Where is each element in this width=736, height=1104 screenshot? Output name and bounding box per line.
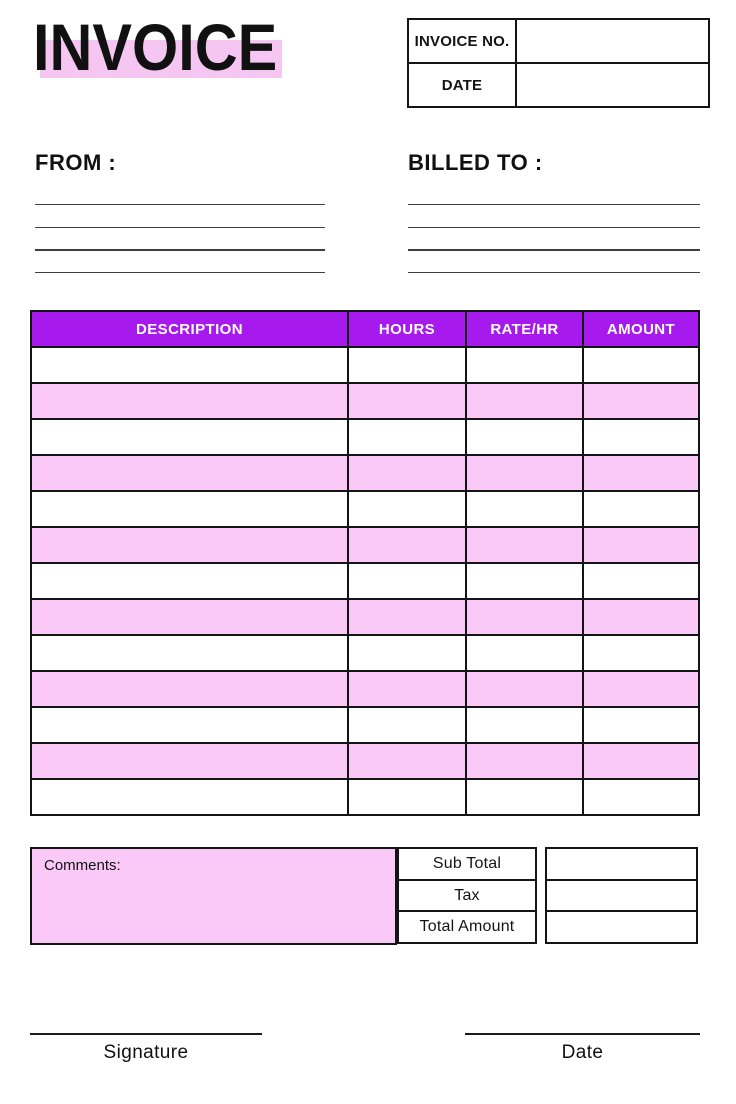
table-cell: [348, 563, 466, 599]
table-row: [31, 599, 699, 635]
table-cell: [466, 383, 583, 419]
tax-value: [545, 879, 698, 913]
address-line: [408, 272, 700, 273]
invoice-info-box: [407, 18, 710, 108]
table-cell: [583, 743, 699, 779]
table-cell: [583, 707, 699, 743]
table-cell: [466, 671, 583, 707]
table-cell: [583, 599, 699, 635]
table-cell: [348, 383, 466, 419]
signature-label: Signature: [103, 1042, 189, 1063]
table-cell: [466, 527, 583, 563]
sub-total-value: [545, 847, 698, 881]
table-cell: [466, 347, 583, 383]
table-cell: [31, 455, 348, 491]
line-items-header: [31, 311, 699, 347]
table-cell: [348, 707, 466, 743]
sub-total-label: Sub Total: [397, 847, 537, 881]
table-row: [31, 743, 699, 779]
table-row: [31, 779, 699, 815]
table-cell: [466, 563, 583, 599]
comments-box: [30, 847, 397, 945]
table-cell: [31, 743, 348, 779]
table-cell: [348, 347, 466, 383]
signature-line: [30, 1033, 262, 1035]
invoice-number-value: [516, 19, 709, 63]
table-row: [31, 563, 699, 599]
table-cell: [31, 383, 348, 419]
totals-label-column: [397, 847, 537, 944]
invoice-date-value: [516, 63, 709, 107]
table-row: [31, 635, 699, 671]
table-row: [31, 671, 699, 707]
table-cell: [348, 455, 466, 491]
table-cell: [583, 635, 699, 671]
address-line: [35, 204, 325, 205]
table-cell: [466, 635, 583, 671]
comments-label: Comments:: [44, 857, 121, 874]
invoice-date-row: [408, 63, 709, 107]
table-cell: [31, 491, 348, 527]
column-header-rate-hr: RATE/HR: [466, 311, 583, 347]
table-cell: [583, 383, 699, 419]
address-line: [35, 249, 325, 250]
table-cell: [583, 779, 699, 815]
table-cell: [583, 419, 699, 455]
table-cell: [31, 527, 348, 563]
table-cell: [31, 419, 348, 455]
billed-to-label: BILLED TO :: [408, 150, 543, 175]
table-row: [31, 527, 699, 563]
table-cell: [583, 527, 699, 563]
address-line: [35, 227, 325, 228]
line-items-table: [30, 310, 700, 816]
table-row: [31, 347, 699, 383]
total-amount-value: [545, 910, 698, 944]
table-cell: [348, 599, 466, 635]
column-header-hours: HOURS: [348, 311, 466, 347]
table-cell: [31, 347, 348, 383]
table-cell: [31, 635, 348, 671]
table-cell: [348, 635, 466, 671]
table-cell: [583, 455, 699, 491]
table-cell: [348, 527, 466, 563]
table-cell: [466, 599, 583, 635]
from-label: FROM :: [35, 150, 117, 175]
header-row: [31, 311, 699, 347]
address-line: [408, 227, 700, 228]
address-line: [408, 204, 700, 205]
table-cell: [31, 671, 348, 707]
column-header-amount: AMOUNT: [583, 311, 699, 347]
address-line: [35, 272, 325, 273]
totals-value-column: [545, 847, 698, 944]
invoice-number-label: INVOICE NO.: [408, 19, 516, 63]
from-address-lines: [35, 204, 325, 294]
invoice-number-row: [408, 19, 709, 63]
table-cell: [466, 419, 583, 455]
column-header-description: DESCRIPTION: [31, 311, 348, 347]
table-cell: [31, 563, 348, 599]
table-cell: [466, 491, 583, 527]
table-cell: [583, 491, 699, 527]
table-cell: [348, 779, 466, 815]
table-row: [31, 707, 699, 743]
invoice-date-label: DATE: [408, 63, 516, 107]
date-label: Date: [561, 1042, 604, 1063]
table-cell: [466, 743, 583, 779]
table-row: [31, 491, 699, 527]
table-cell: [583, 347, 699, 383]
table-cell: [348, 491, 466, 527]
table-cell: [466, 455, 583, 491]
table-cell: [31, 599, 348, 635]
table-cell: [348, 671, 466, 707]
total-amount-label: Total Amount: [397, 910, 537, 944]
table-cell: [348, 419, 466, 455]
table-cell: [466, 707, 583, 743]
table-cell: [466, 779, 583, 815]
table-cell: [583, 671, 699, 707]
tax-label: Tax: [397, 879, 537, 913]
table-cell: [348, 743, 466, 779]
table-cell: [583, 563, 699, 599]
billed-to-address-lines: [408, 204, 700, 294]
table-cell: [31, 707, 348, 743]
page-title: INVOICE: [33, 10, 278, 84]
address-line: [408, 249, 700, 250]
line-items-body: [31, 347, 699, 815]
table-row: [31, 419, 699, 455]
table-row: [31, 383, 699, 419]
table-cell: [31, 779, 348, 815]
table-row: [31, 455, 699, 491]
date-line: [465, 1033, 700, 1035]
